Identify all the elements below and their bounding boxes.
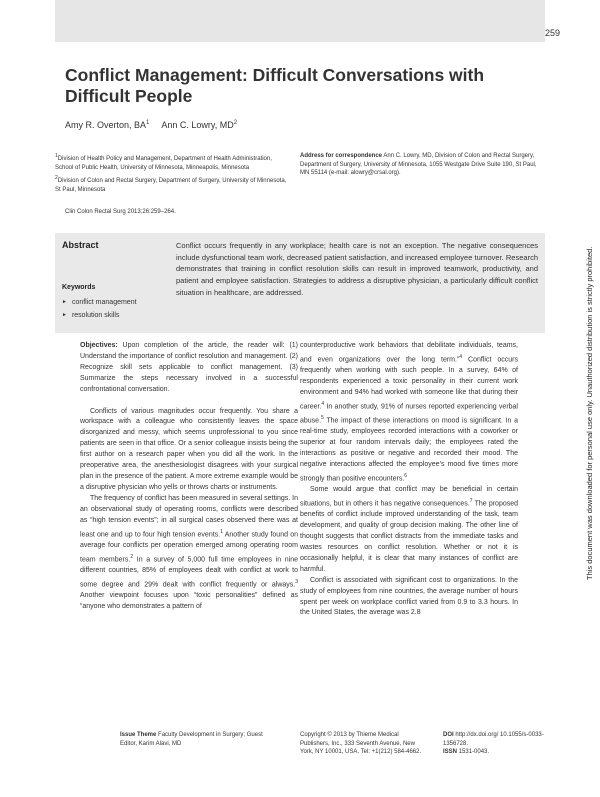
body-text: counterproductive work behaviors that debilitate individuals, teams, and even organizations over the long term.” (300, 342, 518, 364)
reference-sup: 1 (220, 528, 223, 535)
header-bar (55, 0, 545, 42)
reference-sup: 5 (321, 415, 324, 422)
body-text: Some would argue that conflict may be beneficial in certain situations, but in others it has negative consequences. (300, 486, 518, 508)
body-text: In a survey of 5,000 full time employees in nine different countries, 85% of employees dealt with conflict at work to some degree and 29% dealt with conflict frequently or always. (80, 555, 298, 589)
author-list (65, 120, 237, 130)
author-name: Ann C. Lowry, MD (161, 120, 234, 130)
body-paragraph: Conflict is associated with significant cost to organizations. In the study of employees from nine countries, the average number of hours spent per week on workplace conflict varied from 0.9 to 3.3 hours. In the United States, the average was 2.8 (300, 576, 518, 617)
body-text: Another viewpoint focuses upon “toxic personalities” defined as “anyone who demonstrates a pattern of (80, 592, 298, 610)
page-number: 259 (544, 28, 560, 38)
affiliations (55, 152, 290, 196)
body-text: Another study found on average four conflicts per operation emerged among operating room team members. (80, 530, 299, 563)
body-text: The proposed benefits of conflict include improved understanding of the task, team development, and quality of group decision making. The other line of thought suggests that conflict distracts from the immediate tasks and wastes resources on conflict resolution. Whether or not it is occasionally helpful, it is clear that many instances of conflict are harmful. (300, 500, 519, 573)
issue-text: Faculty Development in Surgery; Guest Editor, Karim Alavi, MD (120, 732, 263, 747)
distribution-notice: This document was downloaded for personal use only. Unauthorized distribution is strictly prohibited. (585, 246, 594, 580)
footer-copyright: Copyright © 2013 by Thieme Medical Publishers, Inc., 333 Seventh Avenue, New York, NY 10001, USA. Tel: +1(212) 584-4662. (300, 732, 422, 755)
body-paragraph (300, 485, 518, 576)
doi-label: DOI (443, 732, 454, 738)
affiliation-text: Division of Health Policy and Management, Department of Health Administration, School of Public Health, University of Minnesota, Minneapolis, Minnesota (55, 156, 272, 171)
correspondence-text: Ann C. Lowry, MD, Division of Colon and Rectal Surgery, Department of Surgery, University of Minnesota, 1055 Westgate Drive Suite 190, St Paul, MN 55114 (e-mail: alowry@crsal.org). (300, 153, 537, 176)
article-title: Conflict Management: Difficult Conversations with Difficult People (65, 65, 485, 106)
abstract-heading: Abstract (62, 240, 99, 250)
reference-sup: 4 (321, 400, 325, 407)
author-name: Amy R. Overton, BA (65, 120, 147, 130)
keyword-text: conflict management (71, 299, 137, 306)
correspondence-label: Address for correspondence (300, 153, 383, 159)
footer-doi (443, 731, 548, 757)
keyword-list (62, 296, 137, 322)
correspondence (300, 152, 545, 178)
body-text: In another study, 91% of nurses reported experiencing verbal abuse. (300, 403, 518, 425)
keywords-heading: Keywords (62, 284, 96, 291)
keyword-item (62, 296, 137, 309)
reference-sup: 6 (404, 472, 408, 479)
body-paragraph (80, 494, 298, 613)
reference-sup: 4 (459, 353, 463, 360)
body-column-left (80, 341, 298, 613)
body-paragraph (300, 341, 518, 485)
body-text: The frequency of conflict has been measured in several settings. In an observational study of operating rooms, conflicts were described as “high tension events”; in all surgical cases observed there was at least one and up to four high tension events. (80, 494, 298, 538)
affiliation-text: Division of Colon and Rectal Surgery, Department of Surgery, University of Minnesota, St Paul, Minnesota (55, 178, 287, 193)
objectives-label: Objectives: (80, 342, 118, 349)
issn-label: ISSN (443, 749, 458, 755)
reference-sup: 2 (130, 553, 134, 560)
body-column-right (300, 341, 518, 619)
body-text: The impact of these interactions on mood is significant. In a real-time study, employees recorded interactions with a coworker or superior at four random intervals daily; the employees rated the interactions as positive or negative and recorded their mood. The negative interactions affected the employee’s mood five times more strongly than positive encounters. (300, 417, 518, 483)
author-sup: 2 (233, 120, 238, 126)
doi-link[interactable]: http://dx.doi.org/ 10.1055/s-0033-1356728. (443, 732, 544, 747)
affil-sup: 1 (55, 153, 58, 159)
footer-issue (120, 731, 280, 748)
reference-sup: 3 (295, 578, 298, 585)
affil-sup: 2 (55, 175, 58, 181)
body-paragraph: Conflicts of various magnitudes occur frequently. You share a workspace with a colleague who consistently leaves the space disorganized and messy, which seems unprofessional to you since patients are seen in that office. Or a senior colleague insists being the first author on a research paper when you did all the work. In the preoperative area, the anesthesiologist disagrees with your surgical plan in the presence of the patient. A more extreme example would be a disruptive physician who yells or throws charts or instruments. (80, 407, 298, 491)
body-text: Conflict occurs frequently when working with such people. In a survey, 64% of respondents experienced a toxic personality in their current work environment and 94% had worked with someone like that during their career. (300, 356, 518, 411)
issn-value: 1531-0043. (458, 749, 490, 755)
keyword-text: resolution skills (71, 312, 120, 319)
reference-sup: 7 (469, 498, 473, 505)
author-sup: 1 (146, 120, 150, 126)
issue-label: Issue Theme (120, 732, 157, 738)
citation: Clin Colon Rectal Surg 2013;26:259–264. (65, 209, 176, 215)
objectives-text: Upon completion of the article, the reader will: (1) Understand the importance of conflict resolution and management. (2) Recognize skill sets applicable to conflict management. (3) Summarize the steps necessary involved in a successful confrontational conversation. (80, 342, 298, 393)
abstract-text: Conflict occurs frequently in any workplace; health care is not an exception. The negative consequences include dysfunctional team work, decreased patient satisfaction, and increased employee turnover. Research demonstrates that training in conflict resolution skills can result in improved teamwork, productivity, and patient and employee satisfaction. Strategies to address a disruptive physician, a particularly difficult conflict situation in healthcare, are addressed. (176, 241, 538, 297)
objectives-paragraph (80, 341, 298, 396)
keyword-item (62, 309, 137, 322)
